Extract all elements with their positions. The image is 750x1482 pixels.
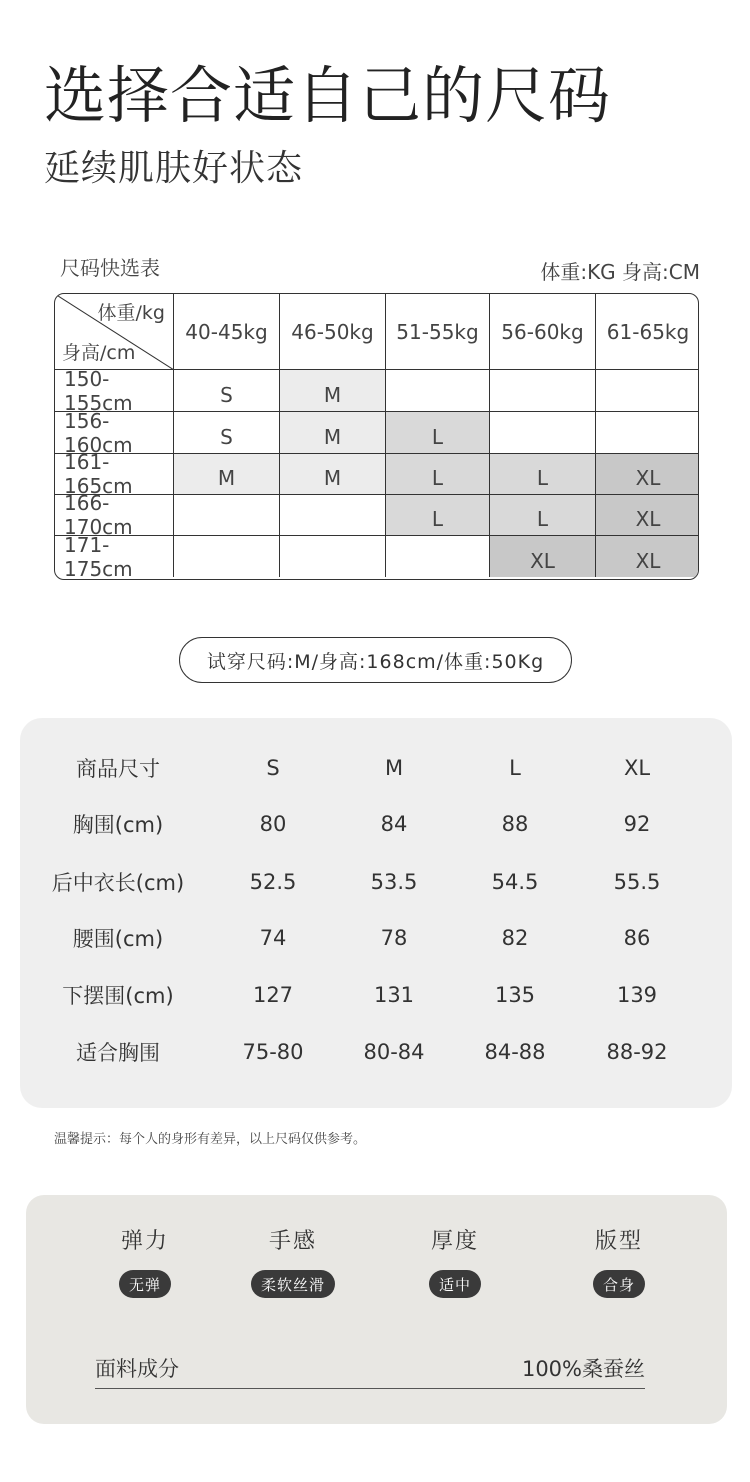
size-quick-select-table (54, 293, 699, 580)
weight-column-header: 61-65kg (596, 294, 699, 370)
measurement-value: S (266, 756, 280, 780)
property-label: 厚度 (430, 1229, 479, 1254)
measurement-value: 135 (494, 983, 536, 1007)
measurement-label: 适合胸围 (76, 1041, 160, 1065)
size-cell (490, 370, 596, 412)
measurement-row (20, 918, 732, 958)
measurement-value: 127 (252, 983, 294, 1007)
size-cell (280, 536, 386, 577)
height-row-header: 161-165cm (55, 454, 174, 495)
size-cell (174, 495, 280, 536)
property-value-pill: 柔软丝滑 (251, 1270, 335, 1298)
size-cell: L (386, 454, 490, 495)
measurement-value: L (509, 756, 521, 780)
measurement-value: M (384, 756, 404, 780)
measurement-row (20, 862, 732, 902)
size-cell (386, 370, 490, 412)
size-cell: L (490, 454, 596, 495)
measurement-value: 139 (616, 983, 658, 1007)
size-cell: XL (596, 495, 699, 536)
fabric-composition-row (95, 1347, 645, 1389)
measurement-value: XL (623, 756, 651, 780)
property-value-pill: 适中 (429, 1270, 481, 1298)
table-corner-header (55, 294, 174, 370)
property-label: 版型 (594, 1229, 643, 1254)
measurement-value: 78 (380, 926, 408, 950)
measurement-value: 80 (259, 812, 287, 836)
size-cell (386, 536, 490, 577)
size-cell: M (280, 454, 386, 495)
measurement-value: 80-84 (363, 1040, 425, 1064)
property-label: 弹力 (120, 1229, 169, 1254)
corner-height-label: 身高/cm (62, 342, 136, 364)
measurement-label: 后中衣长(cm) (51, 871, 185, 895)
weight-column-header: 51-55kg (386, 294, 490, 370)
measurement-value: 55.5 (613, 870, 661, 894)
measurement-label: 商品尺寸 (76, 757, 160, 781)
weight-column-header: 40-45kg (174, 294, 280, 370)
size-cell (596, 370, 699, 412)
measurement-row (20, 804, 732, 844)
measurement-row (20, 975, 732, 1015)
measurement-value: 75-80 (242, 1040, 304, 1064)
measurement-value: 86 (623, 926, 651, 950)
size-cell: L (490, 495, 596, 536)
fabric-label: 面料成分 (95, 1357, 179, 1381)
corner-weight-label: 体重/kg (97, 302, 165, 324)
measurement-label: 下摆围(cm) (62, 984, 174, 1008)
size-tip: 温馨提示：每个人的身形有差异，以上尺码仅供参考。 (54, 1132, 367, 1147)
weight-column-header: 56-60kg (490, 294, 596, 370)
height-row-header: 166-170cm (55, 495, 174, 536)
measurement-value: 131 (373, 983, 415, 1007)
size-cell: XL (490, 536, 596, 577)
size-cell (490, 412, 596, 454)
property-label: 手感 (268, 1229, 317, 1254)
size-cell: M (280, 412, 386, 454)
measurement-value: 88-92 (606, 1040, 668, 1064)
tryon-text: 试穿尺码:M/身高:168cm/体重:50Kg (206, 650, 545, 673)
size-cell: M (280, 370, 386, 412)
size-cell: M (174, 454, 280, 495)
size-cell: XL (596, 536, 699, 577)
measurement-label: 胸围(cm) (72, 813, 164, 837)
fabric-properties-panel (26, 1195, 727, 1424)
measurement-value: 52.5 (249, 870, 297, 894)
measurement-value: 84-88 (484, 1040, 546, 1064)
quick-table-label: 尺码快选表 (60, 256, 160, 280)
page-title: 选择合适自己的尺码 (44, 59, 612, 132)
size-cell (596, 412, 699, 454)
size-cell (174, 536, 280, 577)
measurement-value: 84 (380, 812, 408, 836)
size-cell: L (386, 495, 490, 536)
size-cell (280, 495, 386, 536)
height-row-header: 156-160cm (55, 412, 174, 454)
height-row-header: 171-175cm (55, 536, 174, 577)
fabric-value: 100%桑蚕丝 (521, 1357, 645, 1381)
measurement-header-row (20, 748, 732, 788)
measurement-value: 53.5 (370, 870, 418, 894)
measurement-value: 54.5 (491, 870, 539, 894)
height-row-header: 150-155cm (55, 370, 174, 412)
weight-column-header: 46-50kg (280, 294, 386, 370)
measurement-label: 腰围(cm) (72, 927, 164, 951)
measurement-table (20, 718, 732, 1108)
property-value-pill: 无弹 (119, 1270, 171, 1298)
size-cell: S (174, 370, 280, 412)
measurement-value: 74 (259, 926, 287, 950)
measurement-value: 88 (501, 812, 529, 836)
quick-table-units: 体重:KG 身高:CM (540, 260, 700, 284)
measurement-value: 82 (501, 926, 529, 950)
tryon-info-badge (179, 637, 572, 683)
size-cell: S (174, 412, 280, 454)
size-cell: XL (596, 454, 699, 495)
measurement-row (20, 1032, 732, 1072)
measurement-value: 92 (623, 812, 651, 836)
size-cell: L (386, 412, 490, 454)
property-value-pill: 合身 (593, 1270, 645, 1298)
page-subtitle: 延续肌肤好状态 (44, 148, 304, 189)
